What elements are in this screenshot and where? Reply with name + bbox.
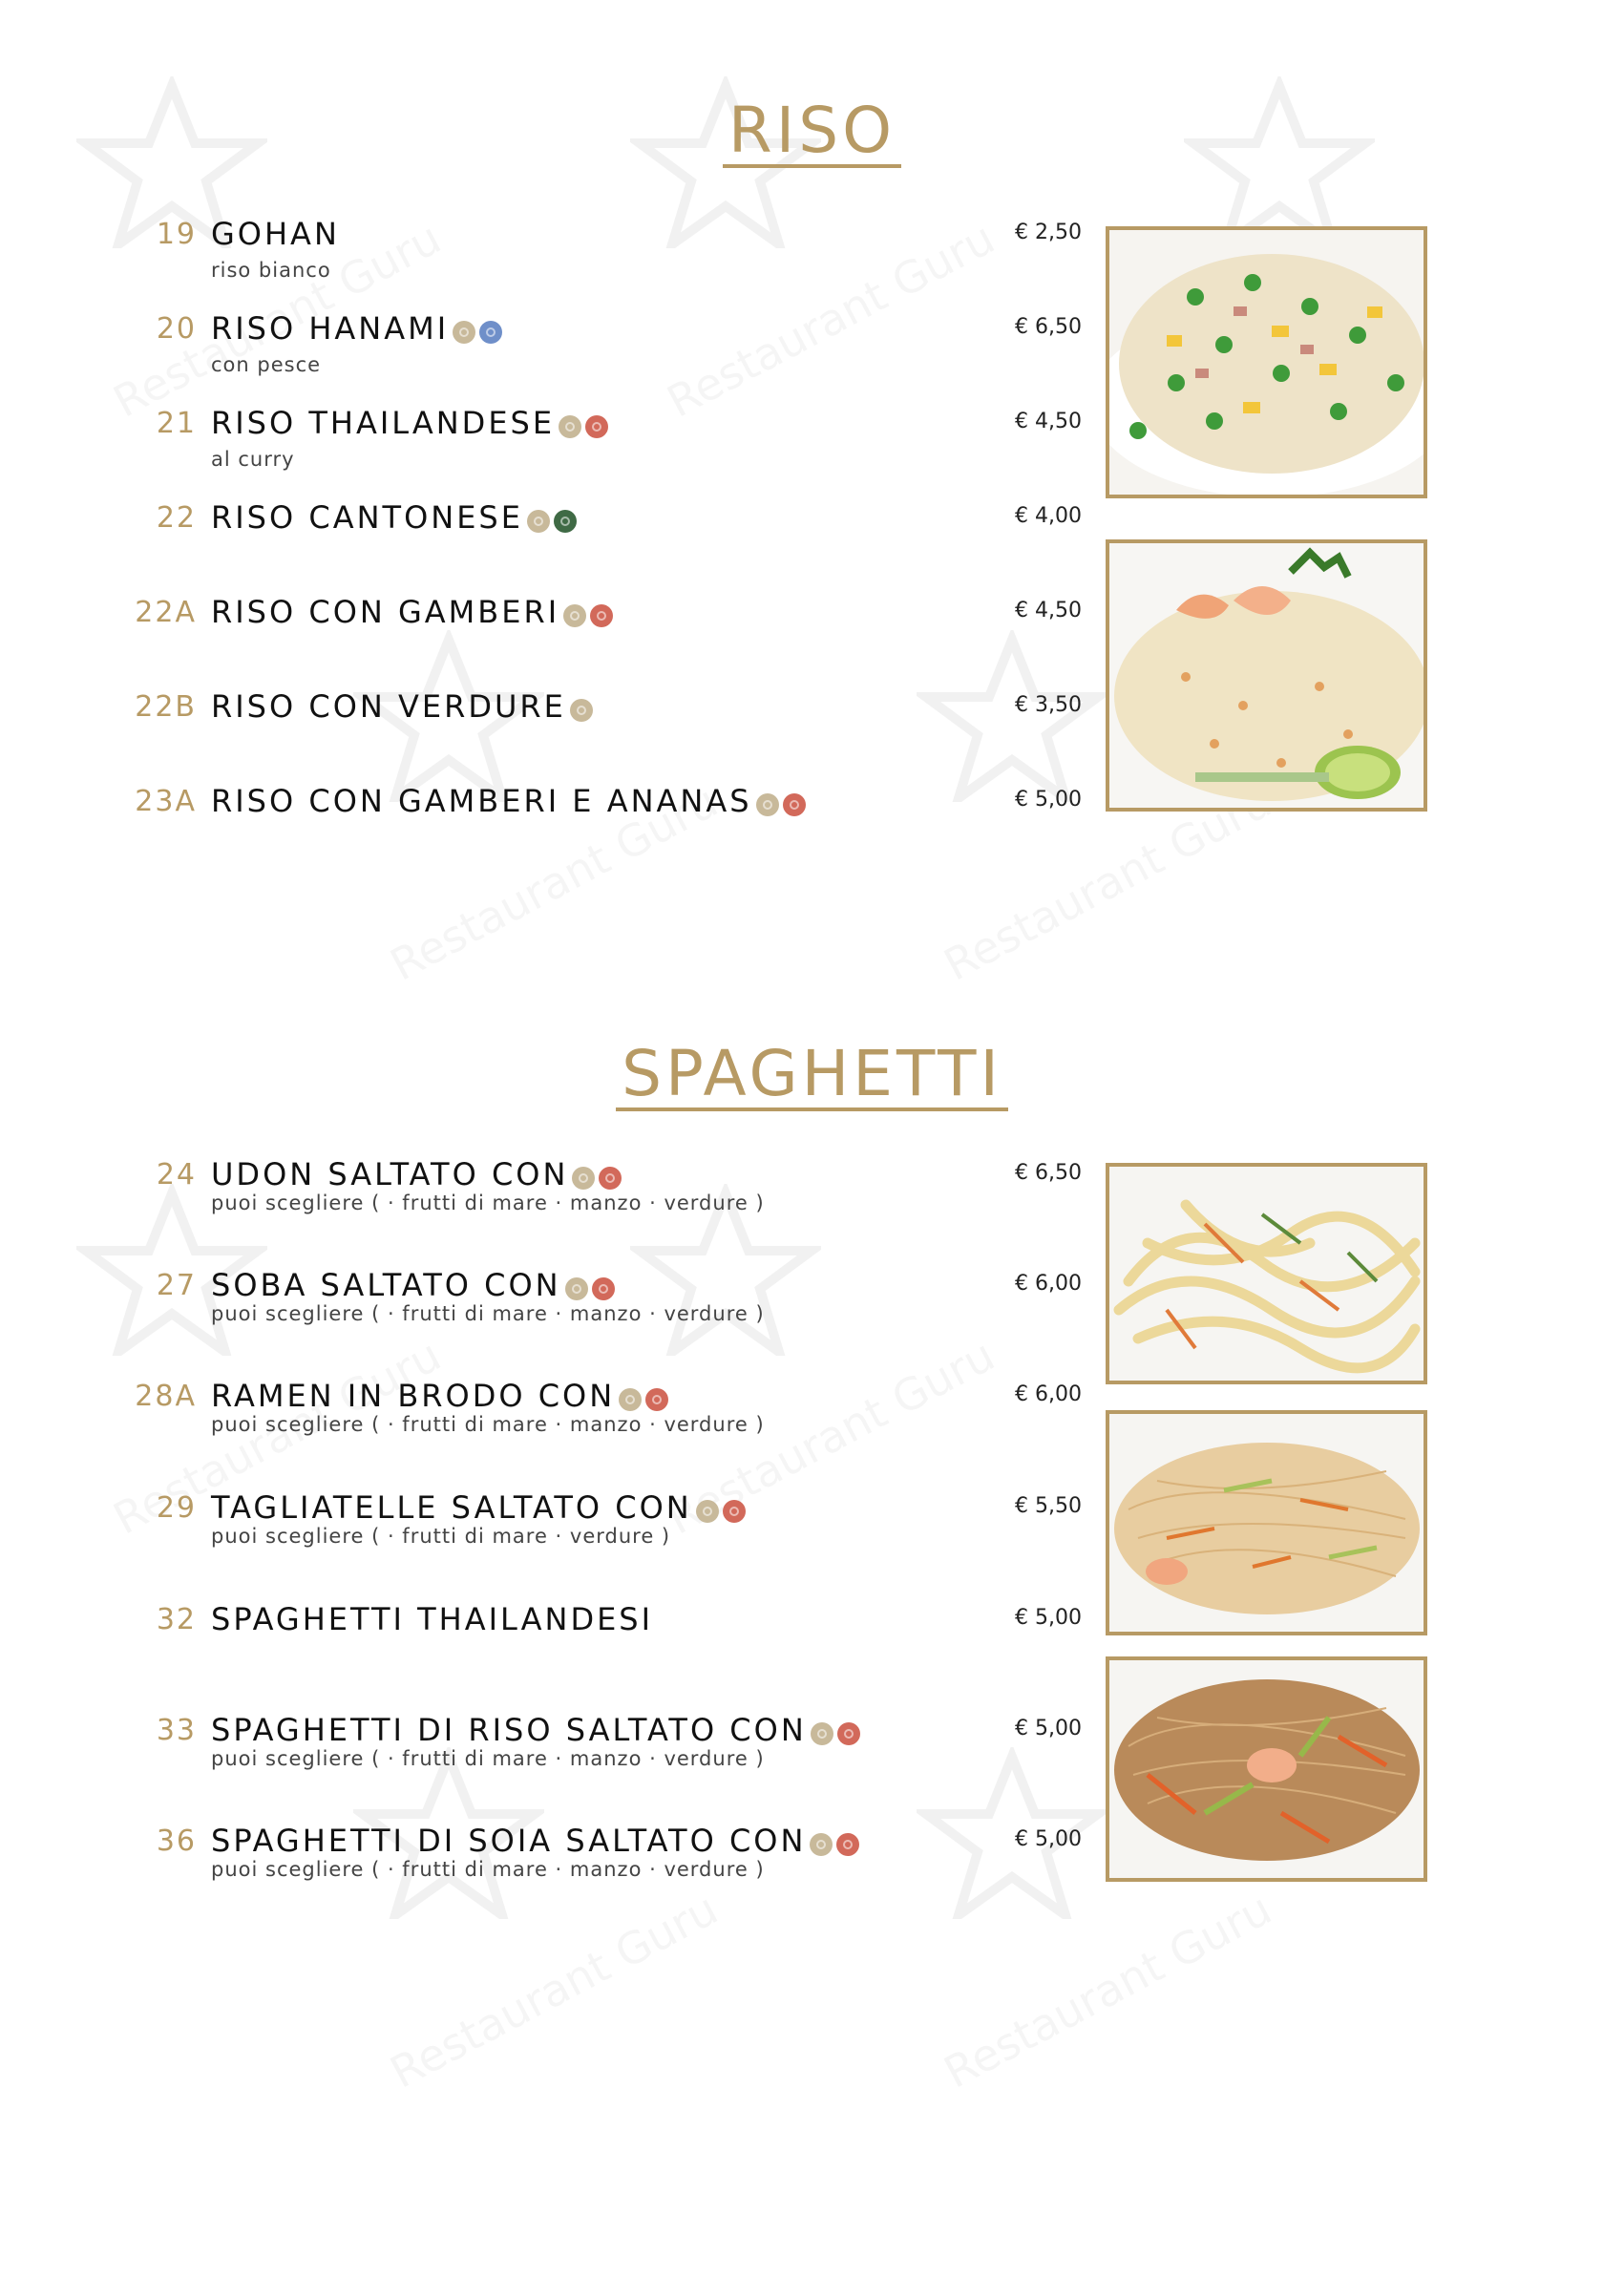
item-name-text: GOHAN (211, 216, 340, 252)
item-description: puoi scegliere ( · frutti di mare · manzo · verdure ) (211, 1413, 765, 1436)
item-number: 22B (135, 690, 197, 724)
item-name (211, 499, 580, 536)
item-name-text: RISO THAILANDESE (211, 405, 556, 441)
item-name-text: UDON SALTATO CON (211, 1156, 569, 1192)
item-name (211, 1156, 625, 1192)
item-description: puoi scegliere ( · frutti di mare · manzo · verdure ) (211, 1192, 765, 1214)
watermark-text (382, 1883, 726, 2099)
item-price: € 5,00 (1015, 1827, 1082, 1851)
item-number: 32 (156, 1603, 197, 1636)
item-tag-icons (756, 788, 810, 818)
item-name (211, 310, 506, 347)
beige-dot-icon (565, 1277, 588, 1300)
item-description: puoi scegliere ( · frutti di mare · manzo · verdure ) (211, 1302, 765, 1325)
item-description: puoi scegliere ( · frutti di mare · manzo · verdure ) (211, 1858, 765, 1881)
photo-udon-noodles (1106, 1163, 1427, 1384)
beige-dot-icon (572, 1167, 595, 1190)
item-name (211, 1489, 749, 1526)
item-number: 23A (135, 785, 197, 818)
item-tag-icons (453, 315, 506, 346)
item-name-text: TAGLIATELLE SALTATO CON (211, 1489, 692, 1526)
red-dot-icon (783, 793, 806, 816)
red-dot-icon (590, 604, 613, 627)
green-dot-icon (554, 510, 577, 533)
item-price: € 2,50 (1015, 221, 1082, 244)
item-name (211, 216, 340, 252)
item-tag-icons (572, 1161, 625, 1192)
item-tag-icons (565, 1272, 619, 1302)
section-title-spaghetti: SPAGHETTI (0, 1037, 1624, 1111)
red-dot-icon (645, 1388, 668, 1411)
photo-fried-rice (1106, 226, 1427, 498)
item-number: 24 (156, 1158, 197, 1192)
item-tag-icons (527, 504, 580, 535)
item-number: 22A (135, 596, 197, 629)
item-tag-icons (619, 1382, 672, 1413)
item-number: 22 (156, 501, 197, 535)
red-dot-icon (723, 1500, 746, 1523)
item-price: € 6,50 (1015, 315, 1082, 339)
blue-dot-icon (479, 321, 502, 344)
item-tag-icons (811, 1717, 864, 1747)
item-name-text: SPAGHETTI DI RISO SALTATO CON (211, 1712, 807, 1748)
item-name (211, 1267, 619, 1303)
item-name (211, 405, 612, 441)
photo-glass-noodles (1106, 1656, 1427, 1882)
item-price: € 4,50 (1015, 410, 1082, 433)
item-description: riso bianco (211, 259, 331, 282)
item-tag-icons (563, 599, 617, 629)
item-price: € 6,00 (1015, 1272, 1082, 1296)
item-name-text: SPAGHETTI DI SOIA SALTATO CON (211, 1823, 807, 1859)
item-number: 20 (156, 312, 197, 346)
item-number: 36 (156, 1825, 197, 1858)
beige-dot-icon (756, 793, 779, 816)
red-dot-icon (836, 1833, 859, 1856)
red-dot-icon (592, 1277, 615, 1300)
item-description: puoi scegliere ( · frutti di mare · manzo · verdure ) (211, 1747, 765, 1770)
beige-dot-icon (559, 415, 581, 438)
item-description: al curry (211, 448, 295, 471)
item-name (211, 688, 597, 725)
beige-dot-icon (696, 1500, 719, 1523)
item-price: € 4,50 (1015, 599, 1082, 622)
photo-shrimp-rice (1106, 539, 1427, 812)
item-name (211, 1712, 864, 1748)
item-price: € 5,00 (1015, 1606, 1082, 1630)
photo-rice-noodles (1106, 1410, 1427, 1635)
item-number: 19 (156, 218, 197, 251)
item-price: € 6,00 (1015, 1382, 1082, 1406)
item-name (211, 1825, 863, 1858)
item-name-text: RISO CON GAMBERI (211, 594, 560, 630)
item-price: € 5,00 (1015, 1717, 1082, 1740)
item-name (211, 1601, 654, 1637)
item-price: € 5,00 (1015, 788, 1082, 812)
item-name (211, 594, 617, 630)
item-name-text: RISO CON VERDURE (211, 688, 566, 725)
beige-dot-icon (810, 1833, 833, 1856)
section-title-riso: RISO (0, 94, 1624, 168)
beige-dot-icon (453, 321, 475, 344)
watermark-text (936, 1883, 1279, 2099)
item-number: 33 (156, 1714, 197, 1747)
item-name-text: RISO HANAMI (211, 310, 450, 347)
item-price: € 6,50 (1015, 1161, 1082, 1185)
item-name-text: RISO CON GAMBERI E ANANAS (211, 783, 752, 819)
beige-dot-icon (527, 510, 550, 533)
item-name-text: RAMEN IN BRODO CON (211, 1378, 616, 1414)
item-tag-icons (810, 1827, 863, 1858)
beige-dot-icon (811, 1722, 833, 1745)
item-name-text: RISO CANTONESE (211, 499, 523, 536)
item-price: € 4,00 (1015, 504, 1082, 528)
item-tag-icons (696, 1494, 749, 1525)
red-dot-icon (585, 415, 608, 438)
red-dot-icon (599, 1167, 622, 1190)
item-tag-icons (570, 693, 597, 724)
beige-dot-icon (563, 604, 586, 627)
item-name (211, 783, 810, 819)
red-dot-icon (837, 1722, 860, 1745)
beige-dot-icon (570, 699, 593, 722)
item-price: € 3,50 (1015, 693, 1082, 717)
item-name-text: SPAGHETTI THAILANDESI (211, 1601, 654, 1637)
item-description: con pesce (211, 353, 322, 376)
beige-dot-icon (619, 1388, 642, 1411)
item-number: 29 (156, 1491, 197, 1525)
item-number: 28A (135, 1380, 197, 1413)
item-name (211, 1378, 672, 1414)
item-price: € 5,50 (1015, 1494, 1082, 1518)
item-number: 27 (156, 1269, 197, 1302)
item-tag-icons (559, 410, 612, 440)
item-name-text: SOBA SALTATO CON (211, 1267, 561, 1303)
item-number: 21 (156, 407, 197, 440)
item-description: puoi scegliere ( · frutti di mare · verdure ) (211, 1525, 671, 1548)
